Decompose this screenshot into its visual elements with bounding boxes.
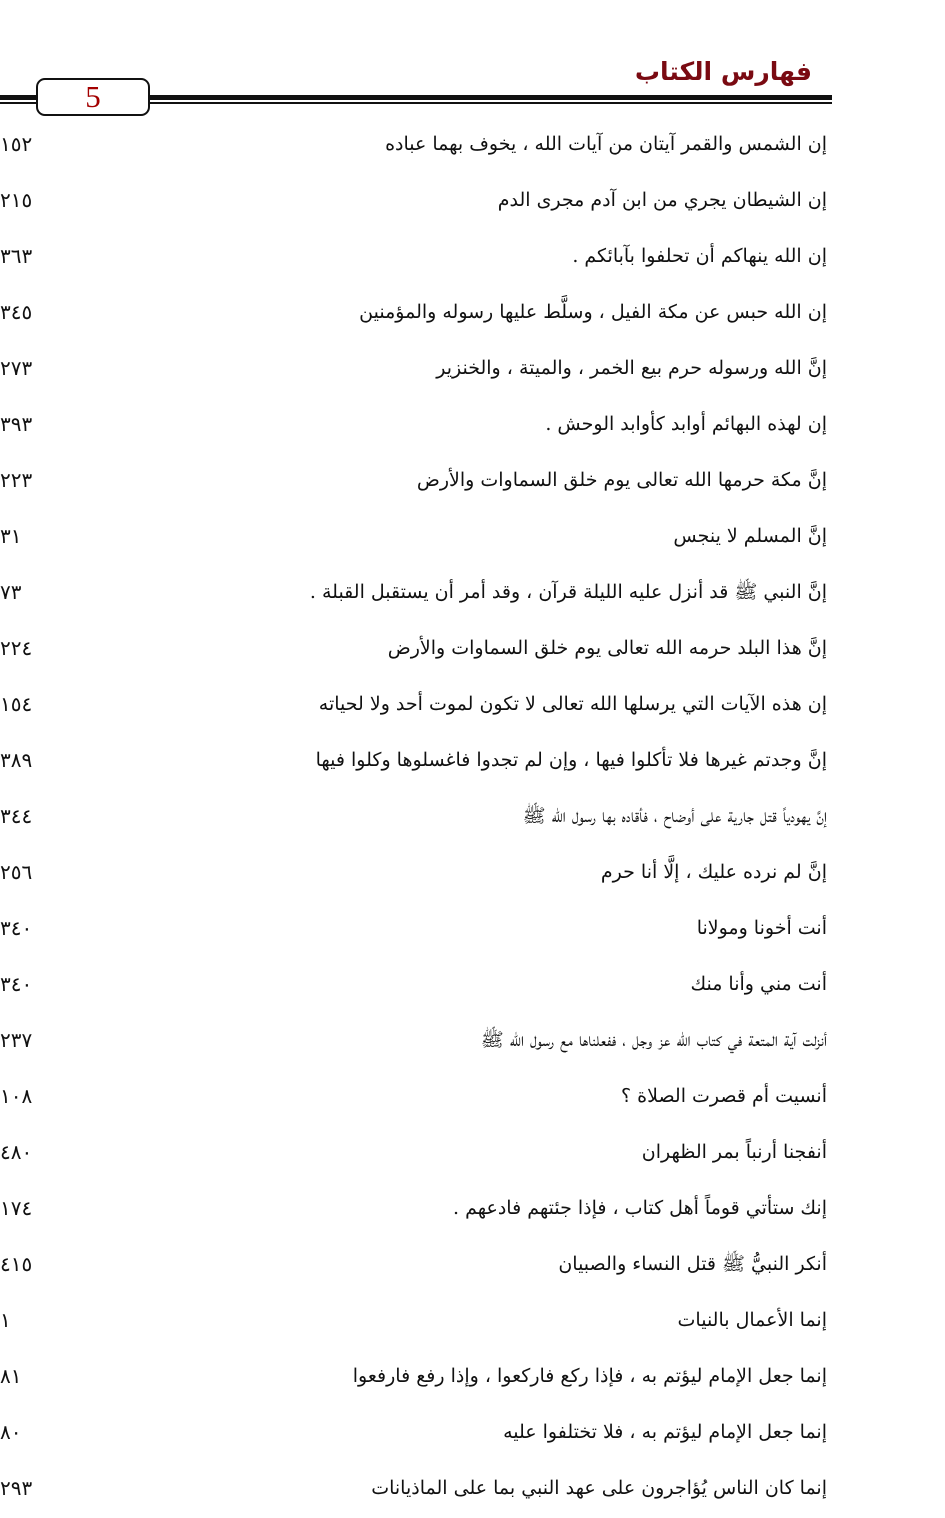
hadith-text: إنَّ يهودياً قتل جارية على أوضاح ، فأقاده بها رسول الله ﷺ [522, 805, 827, 827]
entry-page-number: ٢٢٤ [0, 636, 33, 660]
entry-page-number: ٣٤٠ [0, 916, 33, 940]
entry-page-number: ٣٤٥ [0, 300, 33, 324]
entry-page-number: ١٧٤ [0, 1196, 33, 1220]
entry-page-number: ٢٢٣ [0, 468, 33, 492]
entry-page-number: ١٥٤ [0, 692, 33, 716]
index-entry [0, 1070, 945, 1126]
hadith-text: أنفجنا أرنباً بمر الظهران [641, 1141, 827, 1163]
page-number: 5 [85, 79, 101, 114]
entry-page-number: ٢٣٧ [0, 1028, 33, 1052]
index-entry [0, 902, 945, 958]
index-entry [0, 454, 945, 510]
entry-page-number: ٢١٥ [0, 188, 33, 212]
index-entry [0, 846, 945, 902]
page-header-title: فهارس الكتاب [634, 57, 812, 86]
hadith-text: إن الشمس والقمر آيتان من آيات الله ، يخوف بهما عباده [385, 133, 827, 155]
hadith-text: إن هذه الآيات التي يرسلها الله تعالى لا تكون لموت أحد ولا لحياته [318, 693, 827, 715]
index-entry [0, 398, 945, 454]
entry-page-number: ١ [0, 1308, 11, 1332]
index-entry [0, 790, 945, 846]
index-entry [0, 958, 945, 1014]
index-entry [0, 174, 945, 230]
entry-page-number: ٣٦٣ [0, 244, 33, 268]
entry-page-number: ١٠٨ [0, 1084, 33, 1108]
hadith-text: أنسيت أم قصرت الصلاة ؟ [621, 1085, 827, 1107]
hadith-text: إنك ستأتي قوماً أهل كتاب ، فإذا جئتهم فادعهم . [453, 1197, 827, 1219]
entry-page-number: ٣١ [0, 524, 22, 548]
entry-page-number: ٤١٥ [0, 1252, 33, 1276]
hadith-text: إنما جعل الإمام ليؤتم به ، فإذا ركع فاركعوا ، وإذا رفع فارفعوا [352, 1365, 827, 1387]
entry-page-number: ٨١ [0, 1364, 22, 1388]
entry-page-number: ٤٨٠ [0, 1140, 33, 1164]
entry-page-number: ٣٨٩ [0, 748, 33, 772]
entry-page-number: ٢٩٣ [0, 1476, 33, 1500]
entry-page-number: ٣٤٠ [0, 972, 33, 996]
index-entry [0, 286, 945, 342]
hadith-text: إنَّ هذا البلد حرمه الله تعالى يوم خلق السماوات والأرض [387, 637, 827, 659]
index-entry [0, 1462, 945, 1518]
entry-page-number: ١٥٢ [0, 132, 33, 156]
index-entry [0, 1126, 945, 1182]
index-entry [0, 510, 945, 566]
entry-page-number: ٣٩٣ [0, 412, 33, 436]
page-number-box [36, 78, 150, 116]
hadith-text: إنَّ النبي ﷺ قد أنزل عليه الليلة قرآن ، وقد أمر أن يستقبل القبلة . [309, 581, 827, 603]
index-entry [0, 1294, 945, 1350]
index-entry [0, 678, 945, 734]
hadith-text: إن الشيطان يجري من ابن آدم مجرى الدم [497, 189, 827, 211]
index-entry [0, 342, 945, 398]
hadith-text: إن الله حبس عن مكة الفيل ، وسلَّط عليها رسوله والمؤمنين [359, 301, 827, 323]
index-entry [0, 734, 945, 790]
index-entry [0, 230, 945, 286]
index-entry [0, 1182, 945, 1238]
index-entry [0, 1238, 945, 1294]
index-entry [0, 1350, 945, 1406]
index-entry [0, 622, 945, 678]
hadith-text: إن لهذه البهائم أوابد كأوابد الوحش . [545, 413, 827, 435]
hadith-text: أنزلت آية المتعة في كتاب الله عز وجل ، ففعلناها مع رسول الله ﷺ [480, 1029, 827, 1051]
index-entry [0, 118, 945, 174]
hadith-text: إنما جعل الإمام ليؤتم به ، فلا تختلفوا عليه [503, 1421, 827, 1443]
hadith-text: إنَّ الله ورسوله حرم بيع الخمر ، والميتة ، والخنزير [436, 357, 827, 379]
hadith-text: إنَّ المسلم لا ينجس [673, 525, 827, 547]
hadith-text: إنما الأعمال بالنيات [677, 1309, 827, 1331]
hadith-text: إن الله ينهاكم أن تحلفوا بآبائكم . [572, 245, 827, 267]
hadith-text: أنت أخونا ومولانا [696, 917, 827, 939]
entry-page-number: ٧٣ [0, 580, 22, 604]
index-entry [0, 1406, 945, 1462]
entry-page-number: ٨٠ [0, 1420, 22, 1444]
entry-page-number: ٣٤٤ [0, 804, 33, 828]
hadith-text: إنما كان الناس يُؤاجرون على عهد النبي بما على الماذيانات [371, 1477, 827, 1499]
hadith-text: إنَّ مكة حرمها الله تعالى يوم خلق السماوات والأرض [416, 469, 827, 491]
index-list [0, 118, 945, 1518]
hadith-text: إنَّ لم نرده عليك ، إلَّا أنا حرم [600, 861, 827, 883]
index-entry [0, 566, 945, 622]
hadith-text: أنكر النبيُّ ﷺ قتل النساء والصبيان [558, 1253, 827, 1275]
hadith-text: إنَّ وجدتم غيرها فلا تأكلوا فيها ، وإن لم تجدوا فاغسلوها وكلوا فيها [315, 749, 827, 771]
hadith-text: أنت مني وأنا منك [690, 973, 827, 995]
index-entry [0, 1014, 945, 1070]
entry-page-number: ٢٧٣ [0, 356, 33, 380]
entry-page-number: ٢٥٦ [0, 860, 33, 884]
